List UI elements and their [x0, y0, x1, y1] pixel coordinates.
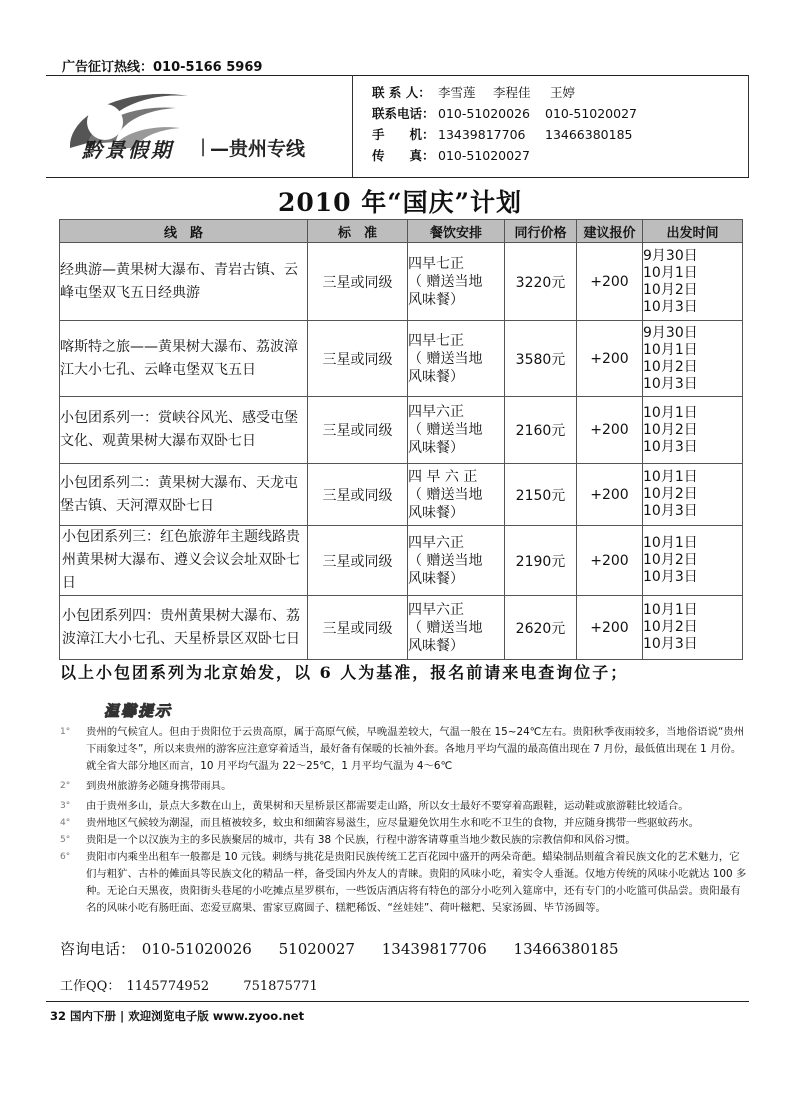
table-row — [60, 397, 743, 464]
table-row — [60, 464, 743, 526]
qq-number: 751875771 — [243, 979, 318, 994]
ad-hotline: 广告征订热线：010-5166 5969 — [62, 60, 263, 75]
table-row — [60, 321, 743, 397]
column-header: 同行价格 — [505, 220, 577, 243]
consult-phone: 13439817706 — [381, 940, 487, 958]
contact-value: 李程佳 — [493, 85, 531, 100]
contact-block — [372, 82, 637, 166]
tip-item: 1° 贵州的气候宜人。但由于贵阳位于云贵高原，属于高原气候，早晚温差较大，气温一般在 15~24℃左右。贵阳秋季夜雨较多，当地俗语说“贵州下雨象过冬”，所以来贵州的游客应注意穿着适当，最好备有保暖的长袖外套。各地月平均气温的最高值出现在 7 月份，最低值出现在 1 月份。就全省大部分地区而言，10 月平均气温为 22～25℃，1 月平均气温为 4～6℃ — [60, 726, 745, 772]
standard-cell: 三星或同级 — [308, 321, 408, 397]
meal-cell: 四 早 六 正 （ 赠送当地 风味餐） — [408, 464, 505, 526]
price-cell: 2160元 — [505, 397, 577, 464]
dates-cell: 10月1日 10月2日 10月3日 — [643, 596, 743, 660]
price-cell: 2150元 — [505, 464, 577, 526]
top-rule — [46, 75, 749, 76]
suggested-price-cell: +200 — [577, 596, 643, 660]
route-cell: 小包团系列三：红色旅游年主题线路贵州黄果树大瀑布、遵义会议会址双卧七日 — [60, 526, 308, 596]
column-header: 餐饮安排 — [408, 220, 505, 243]
price-cell: 2620元 — [505, 596, 577, 660]
column-header: 标 准 — [308, 220, 408, 243]
meal-cell: 四早七正 （ 赠送当地 风味餐） — [408, 321, 505, 397]
footer-rule — [46, 1001, 749, 1002]
column-header: 建议报价 — [577, 220, 643, 243]
suggested-price-cell: +200 — [577, 464, 643, 526]
brand-separator: | — [200, 136, 207, 157]
standard-cell: 三星或同级 — [308, 397, 408, 464]
contact-row-fax — [372, 145, 637, 166]
dates-cell: 9月30日 10月1日 10月2日 10月3日 — [643, 321, 743, 397]
route-cell: 小包团系列四：贵州黄果树大瀑布、荔波漳江大小七孔、天星桥景区双卧七日 — [60, 596, 308, 660]
contact-label: 手 机： — [372, 127, 435, 142]
contact-value: 010-51020026 — [438, 106, 530, 121]
brand-name: 黔景假期 — [82, 138, 174, 162]
suggested-price-cell: +200 — [577, 243, 643, 321]
standard-cell: 三星或同级 — [308, 526, 408, 596]
suggested-price-cell: +200 — [577, 321, 643, 397]
tip-item: 3° 由于贵州多山，景点大多数在山上，黄果树和天星桥景区都需要走山路，所以女士最好不要穿着高跟鞋，运动鞋或旅游鞋比较适合。 — [60, 800, 689, 812]
contact-row-phone — [372, 103, 637, 124]
table-row — [60, 596, 743, 660]
route-table — [59, 219, 743, 660]
dates-cell: 9月30日 10月1日 10月2日 10月3日 — [643, 243, 743, 321]
contact-row-mobile — [372, 124, 637, 145]
line-name: —贵州专线 — [210, 138, 306, 160]
dates-cell: 10月1日 10月2日 10月3日 — [643, 397, 743, 464]
route-cell: 小包团系列二：黄果树大瀑布、天龙屯堡古镇、天河潭双卧七日 — [60, 464, 308, 526]
table-header-row — [60, 220, 743, 243]
contact-value: 13466380185 — [545, 127, 633, 142]
contact-value: 李雪莲 — [438, 85, 476, 100]
work-qq — [60, 975, 342, 994]
consult-label: 咨询电话： — [60, 940, 136, 958]
consult-phone: 010-51020026 — [141, 940, 252, 958]
meal-cell: 四早六正 （ 赠送当地 风味餐） — [408, 596, 505, 660]
contact-value: 王婷 — [550, 85, 576, 100]
price-cell: 2190元 — [505, 526, 577, 596]
table-row — [60, 243, 743, 321]
qq-number: 1145774952 — [126, 979, 210, 994]
standard-cell: 三星或同级 — [308, 464, 408, 526]
contact-value: 010-51020027 — [438, 148, 530, 163]
contact-row-person — [372, 82, 637, 103]
price-cell: 3220元 — [505, 243, 577, 321]
table-row — [60, 526, 743, 596]
contact-label: 传 真： — [372, 148, 435, 163]
dates-cell: 10月1日 10月2日 10月3日 — [643, 464, 743, 526]
column-header: 出发时间 — [643, 220, 743, 243]
standard-cell: 三星或同级 — [308, 596, 408, 660]
tip-item: 5° 贵阳是一个以汉族为主的多民族聚居的城市，共有 38 个民族，行程中游客请尊重当地少数民族的宗教信仰和风俗习惯。 — [60, 834, 636, 846]
route-cell: 小包团系列一：赏峡谷风光、感受屯堡文化、观黄果树大瀑布双卧七日 — [60, 397, 308, 464]
tip-item: 4° 贵州地区气候较为潮湿，而且植被较多，蚊虫和细菌容易滋生，应尽量避免饮用生水和吃不卫生的食物，并应随身携带一些驱蚊药水。 — [60, 817, 700, 829]
tip-item: 6° 贵阳市内乘坐出租车一般都是 10 元钱。刺绣与挑花是贵阳民族传统工艺百花园中盛开的两朵奇葩。蜡染制品则蕴含着民族文化的艺术魅力，它们与粗犷、古朴的傩面具等民族文化的精品一样，备受国内外友人的青睐。贵阳的风味小吃，着实令人垂涎。仅地方传统的风味小吃就达 100 多种。无论白天黑夜，贵阳街头巷尾的小吃摊点星罗棋布，一些饭店酒店将有特色的部分小吃列入筵席中，还有专门的小吃篮可供品尝。贵阳最有名的风味小吃有肠旺面、恋爱豆腐果、雷家豆腐圆子、糕粑稀饭、“丝娃娃”、荷叶糍粑、吴家汤圆、毕节汤圆等。 — [60, 851, 747, 914]
meal-cell: 四早七正 （ 赠送当地 风味餐） — [408, 243, 505, 321]
contact-value: 13439817706 — [438, 127, 526, 142]
column-header: 线 路 — [60, 220, 308, 243]
contact-value: 010-51020027 — [545, 106, 637, 121]
consult-phone: 13466380185 — [513, 940, 619, 958]
standard-cell: 三星或同级 — [308, 243, 408, 321]
meal-cell: 四早六正 （ 赠送当地 风味餐） — [408, 397, 505, 464]
header-divider — [352, 75, 353, 177]
group-tour-note: 以上小包团系列为北京始发，以 6 人为基准，报名前请来电查询位子； — [60, 663, 629, 682]
tips-list — [60, 724, 750, 917]
price-cell: 3580元 — [505, 321, 577, 397]
contact-label: 联系电话： — [372, 106, 435, 121]
contact-label: 联 系 人： — [372, 85, 431, 100]
suggested-price-cell: +200 — [577, 526, 643, 596]
qq-label: 工作QQ： — [60, 979, 121, 994]
route-cell: 喀斯特之旅——黄果树大瀑布、荔波漳江大小七孔、云峰屯堡双飞五日 — [60, 321, 308, 397]
header-bottom-rule — [46, 177, 749, 178]
suggested-price-cell: +200 — [577, 397, 643, 464]
meal-cell: 四早六正 （ 赠送当地 风味餐） — [408, 526, 505, 596]
tip-item: 2° 到贵州旅游务必随身携带雨具。 — [60, 780, 232, 792]
dates-cell: 10月1日 10月2日 10月3日 — [643, 526, 743, 596]
page-title: 2010 年“国庆”计划 — [277, 188, 523, 217]
route-cell: 经典游—黄果树大瀑布、青岩古镇、云峰屯堡双飞五日经典游 — [60, 243, 308, 321]
consult-phones — [60, 938, 641, 959]
header-right-border — [748, 75, 749, 177]
tips-title: 温馨提示 — [104, 702, 173, 720]
consult-phone: 51020027 — [278, 940, 355, 958]
page-footer: 32 国内下册 | 欢迎浏览电子版 www.zyoo.net — [50, 1009, 305, 1023]
